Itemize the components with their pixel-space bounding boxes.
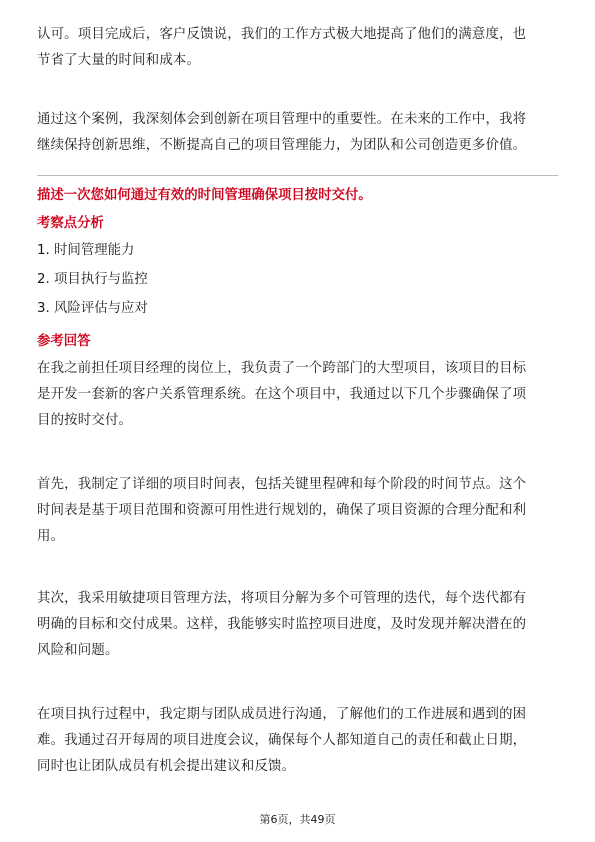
analysis-item: 3. 风险评估与应对 [37,301,148,316]
text-line: 同时也让团队成员有机会提出建议和反馈。 [37,759,296,774]
text-line: 继续保持创新思维，不断提高自己的项目管理能力，为团队和公司创造更多价值。 [37,138,527,153]
text-line: 用。 [37,529,65,544]
text-line: 在项目执行过程中，我定期与团队成员进行沟通，了解他们的工作进展和遇到的困 [37,707,527,722]
answer-paragraph-4 [37,702,557,780]
answer-heading: 参考回答 [37,334,91,349]
page-number: 第6页，共49页 [259,813,336,826]
text-line: 时间表是基于项目范围和资源可用性进行规划的，确保了项目资源的合理分配和利 [37,503,527,518]
analysis-item: 2. 项目执行与监控 [37,272,148,287]
text-line: 认可。项目完成后，客户反馈说，我们的工作方式极大地提高了他们的满意度，也 [37,27,527,42]
intro-paragraph-1 [37,22,557,74]
question-title: 描述一次您如何通过有效的时间管理确保项目按时交付。 [37,188,372,203]
text-line: 通过这个案例，我深刻体会到创新在项目管理中的重要性。在未来的工作中，我将 [37,112,527,127]
text-line: 风险和问题。 [37,643,119,658]
text-line: 目的按时交付。 [37,413,133,428]
text-line: 明确的目标和交付成果。这样，我能够实时监控项目进度，及时发现并解决潜在的 [37,617,527,632]
section-divider [37,175,558,176]
answer-paragraph-2 [37,472,557,550]
intro-paragraph-2 [37,107,557,159]
text-line: 节省了大量的时间和成本。 [37,53,201,68]
text-line: 是开发一套新的客户关系管理系统。在这个项目中，我通过以下几个步骤确保了项 [37,387,527,402]
analysis-item: 1. 时间管理能力 [37,243,135,258]
text-line: 首先，我制定了详细的项目时间表，包括关键里程碑和每个阶段的时间节点。这个 [37,477,527,492]
text-line: 在我之前担任项目经理的岗位上，我负责了一个跨部门的大型项目，该项目的目标 [37,361,527,376]
text-line: 其次，我采用敏捷项目管理方法，将项目分解为多个可管理的迭代，每个迭代都有 [37,591,527,606]
analysis-heading: 考察点分析 [37,216,104,231]
answer-paragraph-1 [37,356,557,434]
text-line: 难。我通过召开每周的项目进度会议，确保每个人都知道自己的责任和截止日期， [37,733,527,748]
answer-paragraph-3 [37,586,557,664]
